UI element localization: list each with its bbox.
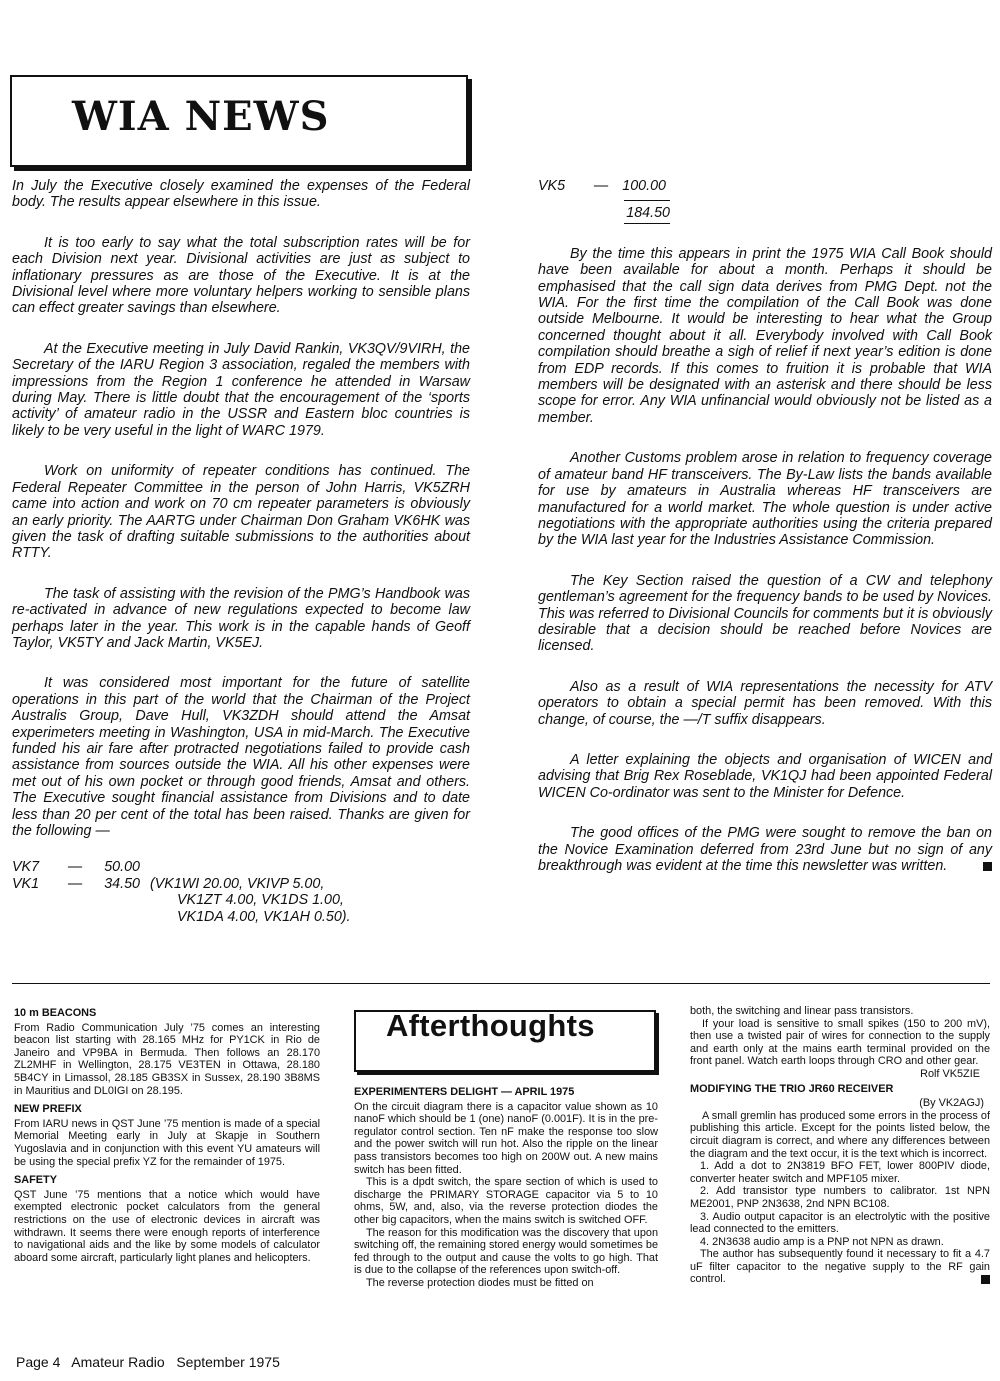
division: VK1	[12, 875, 40, 892]
amount: 100.00	[622, 178, 666, 194]
paragraph: On the circuit diagram there is a capacitor value shown as 10 nanoF which should be 1 (one) nanoF (0.001F). It is in the pre-regulator control section. Ten nF make the response too slow and the power switch will run hot. Also the ripple on the linear pass transistors becomes too high on 200W out. A new mains switch has been fitted.	[354, 1100, 658, 1176]
contribution-row	[538, 178, 992, 194]
section-heading: NEW PREFIX	[14, 1103, 82, 1116]
paragraph: It is too early to say what the total subscription rates will be for each Division next year. Divisional activities are just as subject to inflationary pressures as are those of the Executive. It is at the Divisional level where more voluntary helpers working to sensible plans can effect greater savings than elsewhere.	[12, 234, 470, 317]
title-box	[10, 75, 468, 167]
paragraph: If your load is sensitive to small spikes (150 to 200 mV), then use a twisted pair of wires for connection to the supply and earth only at the mains earth terminal provided on the front panel. Watch earth loops through CRO and other gear.	[690, 1017, 990, 1068]
section-heading: MODIFYING THE TRIO JR60 RECEIVER	[690, 1082, 894, 1095]
division: VK7	[12, 859, 40, 876]
paragraph: The Key Section raised the question of a CW and telephony gentleman’s agreement for the frequency bands to be used by Novices. This was referred to Divisional Councils for comments but it is obviously desirable that a decision should be reached before Novices are licensed.	[538, 572, 992, 655]
end-mark-icon	[983, 862, 992, 871]
total-amount: 184.50	[624, 200, 670, 223]
paragraph: QST June ’75 mentions that a notice which would have exempted electronic pocket calculators from the general restrictions on the use of electronic devices in aircraft was withdrawn. It seems there were enough reports of interference to navigational aids and the like by some models of calculator aboard some aircraft, particularly light planes and helicopters.	[14, 1188, 320, 1264]
contribution-row	[12, 876, 470, 892]
paragraph-text: The good offices of the PMG were sought to remove the ban on the Novice Examination deferred from 23rd June but no sign of any breakthrough was evident at the time this newsletter was written.	[538, 825, 992, 874]
contribution-note-line: VK1DA 4.00, VK1AH 0.50).	[177, 908, 351, 925]
paragraph	[538, 825, 992, 874]
issue-date: September 1975	[176, 1354, 280, 1370]
contribution-note: (VK1WI 20.00, VKIVP 5.00,	[150, 875, 325, 892]
end-mark-icon	[981, 1275, 990, 1284]
paragraph: By the time this appears in print the 1975 WIA Call Book should have been available for about a month. Perhaps it should be emphasised that the call sign data derives from PMG Dept. not the WIA. For the first time the compilation of the Call Book was done outside Melbourne. It would be interesting to hear what the Group concerned thought about it all. Everybody involved with Call Book compilation should breathe a sigh of relief if next year’s edition is done from EDP records. If this comes to fruition it is probable that WIA members will be designated with an asterisk and there should be less scope for error. Any WIA unfinancial would obviously not be listed as a member.	[538, 245, 992, 426]
paragraph: Work on uniformity of repeater conditions has continued. The Federal Repeater Committee in the person of John Harris, VK5ZRH came into action and work on 70 cm repeater parameters is obviously an early priority. The AARTG under Chairman Don Graham VK6HK was given the task of drafting suitable submissions to the authorities about RTTY.	[12, 463, 470, 562]
list-item-text: The author has subsequently found it necessary to fit a 4.7 uF filter capacitor to the negative supply to the RF gain control.	[690, 1248, 990, 1286]
dash: —	[67, 875, 83, 892]
list-item	[690, 1248, 990, 1286]
section-heading: 10 m BEACONS	[14, 1007, 97, 1019]
signature: Rolf VK5ZIE	[920, 1067, 980, 1080]
right-column	[538, 178, 992, 874]
paragraph: The task of assisting with the revision of the PMG’s Handbook was re-activated in advance of new regulations expected to become law perhaps later in the year. This work is in the capable hands of Geoff Taylor, VK5TY and Jack Martin, VK5EJ.	[12, 585, 470, 651]
page-title: WIA NEWS	[72, 93, 330, 140]
afterthoughts-title: Afterthoughts	[386, 1008, 595, 1043]
contribution-row	[12, 859, 470, 875]
list-item: 1. Add a dot to 2N3819 BFO FET, lower 800PIV diode, converter heater switch and MPF105 mixer.	[690, 1160, 990, 1185]
dash: —	[67, 859, 83, 876]
paragraph: both, the switching and linear pass transistors.	[690, 1005, 914, 1017]
errata-list	[690, 1160, 990, 1286]
briefs-column	[14, 1005, 320, 1264]
amount: 34.50	[104, 875, 140, 892]
division: VK5	[538, 178, 566, 194]
paragraph: This is a dpdt switch, the spare section of which is used to discharge the PRIMARY STORAGE capacitor via 5 to 10 ohms, 5W, and, also, via the reverse protection diodes the other big capacitors, when the mains switch is switched OFF.	[354, 1176, 658, 1226]
list-item: 3. Audio output capacitor is an electrolytic with the positive lead connected to the emitters.	[690, 1210, 990, 1236]
paragraph: Another Customs problem arose in relation to frequency coverage of amateur band HF transceivers. The By-Law lists the bands available for use by amateurs in Australia whereas HF transceivers are manufactured for a world market. The whole question is under active negotiations with the appropriate authorities using the criteria prepared by the WIA last year for the Industries Assistance Commission.	[538, 450, 992, 549]
paragraph: At the Executive meeting in July David Rankin, VK3QV/9VIRH, the Secretary of the IARU Region 3 association, regaled the members with impressions from the Region 1 conference he attended in Warsaw during May. There is little doubt that the encouragement of the ‘sports activity’ of amateur radio in the USSR and Eastern bloc countries is likely to be very useful in the light of WARC 1979.	[12, 340, 470, 439]
paragraph: From Radio Communication July ’75 comes an interesting beacon list starting with 28.165 MHz for PY1CK in Rio de Janeiro and VP9BA in Bermuda. Then follows an 28.170 ZL2MHF in Wellington, 28.175 VE3TEN in Ottawa, 28.180 5B4CY in Limassol, 28.185 GB3SX in Sussex, 28.190 3B8MS in Mauritius and DL0IGI on 28.195.	[14, 1021, 320, 1097]
magazine-name: Amateur Radio	[71, 1354, 165, 1370]
paragraph: The reverse protection diodes must be fitted on	[366, 1276, 594, 1289]
amount: 50.00	[104, 859, 140, 876]
section-heading: EXPERIMENTERS DELIGHT — APRIL 1975	[354, 1086, 575, 1098]
page-footer	[16, 1354, 280, 1370]
paragraph: From IARU news in QST June ’75 mention is made of a special Memorial Meeting early in July at Skapje in Southern Yugoslavia and in conjunction with this event YU amateurs will be using the special prefix YZ for the remainder of 1975.	[14, 1117, 320, 1168]
paragraph: A letter explaining the objects and organisation of WICEN and advising that Brig Rex Roseblade, VK1QJ had been appointed Federal WICEN Co-ordinator was sent to the Minister for Defence.	[538, 751, 992, 801]
list-item: 2. Add transistor type numbers to calibrator. 1st NPN ME2001, PNP 2N3638, 2nd NPN BC108.	[690, 1185, 990, 1210]
paragraph: It was considered most important for the future of satellite operations in this part of the world that the Chairman of the Project Australis Group, Dave Hull, VK3ZDH should attend the Amsat experimeters meeting in Washington, USA in mid-March. The Executive funded his air fare after protracted negotiations failed to provide cash assistance from sources outside the WIA. All his other expenses were met out of his own pocket or through good friends, Amsat and others. The Executive sought financial assistance from Divisions and to date less than 20 per cent of the total has been raised. Thanks are given for the following —	[12, 675, 470, 839]
continuation-column	[690, 1005, 990, 1286]
byline: (By VK2AGJ)	[919, 1097, 984, 1110]
paragraph: In July the Executive closely examined the expenses of the Federal body. The results appear elsewhere in this issue.	[12, 178, 470, 211]
paragraph: The reason for this modification was the discovery that upon switching off, the remaining stored energy would sometimes be fed through to the output and cause the volts to go high. That is due to the collapse of the references upon switch-off.	[354, 1226, 658, 1277]
page-number: Page 4	[16, 1354, 61, 1370]
afterthoughts-box	[354, 1010, 656, 1072]
afterthoughts-column	[354, 1010, 658, 1290]
contribution-note-line: VK1ZT 4.00, VK1DS 1.00,	[177, 892, 344, 909]
paragraph: A small gremlin has produced some errors in the process of publishing this article. Except for the points listed below, the circuit diagram is correct, and where any differences between the diagram and the text occur, it is the text which is incorrect.	[690, 1109, 990, 1160]
section-heading: SAFETY	[14, 1174, 57, 1187]
paragraph: Also as a result of WIA representations the necessity for ATV operators to obtain a special permit has been removed. With this change, of course, the —/T suffix disappears.	[538, 678, 992, 728]
dash: —	[593, 178, 609, 194]
section-divider	[12, 983, 990, 984]
left-column	[12, 178, 470, 925]
list-item: 4. 2N3638 audio amp is a PNP not NPN as drawn.	[700, 1235, 944, 1248]
